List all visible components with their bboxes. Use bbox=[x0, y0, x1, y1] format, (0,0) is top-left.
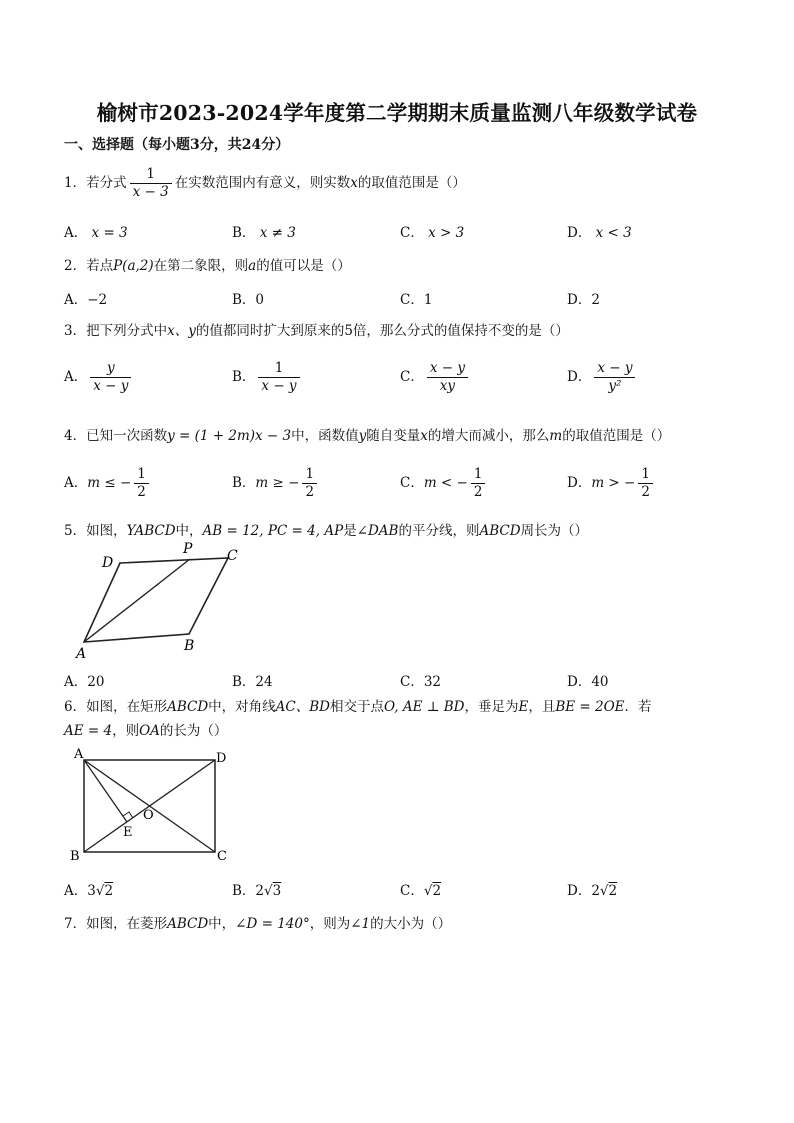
q4-option-c-num: 1 bbox=[471, 466, 486, 484]
q6-option-c-label: C． bbox=[400, 883, 424, 899]
q3-option-b-den: x − y bbox=[261, 378, 297, 394]
q1-option-c[interactable] bbox=[400, 221, 464, 241]
q6-option-a[interactable]: A．3√2 bbox=[64, 883, 114, 899]
q3-option-d-num: x − y bbox=[594, 360, 635, 378]
q3-text1: 3．把下列分式中 bbox=[64, 323, 168, 339]
q5-shape: YABCD bbox=[126, 523, 176, 539]
q7-name: ABCD bbox=[167, 916, 209, 932]
q6-option-d-label: D． bbox=[567, 883, 592, 899]
q6-line2b: ，则 bbox=[112, 723, 140, 739]
q6-option-d[interactable]: D．2√2 bbox=[567, 883, 618, 899]
perpendicular-ae bbox=[84, 760, 127, 822]
q6-eq: BE = 2OE bbox=[555, 699, 625, 715]
q4-option-d-num: 1 bbox=[638, 466, 653, 484]
q1-suffix: 在实数范围内有意义，则实数 bbox=[174, 175, 351, 191]
q3-option-a-den: x − y bbox=[93, 378, 129, 394]
label-a: A bbox=[76, 646, 87, 662]
q4-option-d-label: D． bbox=[567, 475, 592, 491]
q6-option-c[interactable]: C．√2 bbox=[400, 883, 442, 899]
q4-option-c[interactable] bbox=[400, 466, 488, 501]
q6-text2: 中，对角线 bbox=[208, 699, 276, 715]
q6-option-a-label: A． bbox=[64, 883, 88, 899]
q3-option-a-fraction bbox=[90, 360, 131, 395]
question-3 bbox=[64, 319, 569, 339]
q3-option-c-num: x − y bbox=[427, 360, 468, 378]
q5-option-c[interactable]: C．32 bbox=[400, 674, 442, 690]
q3-option-b[interactable] bbox=[232, 360, 303, 395]
q2-option-d[interactable]: D．2 bbox=[567, 292, 600, 308]
q2-var: a bbox=[248, 258, 257, 274]
q7-text3: ，则为 bbox=[309, 916, 351, 932]
q4-option-a-den: 2 bbox=[137, 484, 146, 500]
q4-option-b-num: 1 bbox=[302, 466, 317, 484]
q5-cond: AB = 12, PC = 4, AP bbox=[202, 523, 344, 539]
label-b: B bbox=[70, 849, 80, 864]
label-c: C bbox=[227, 548, 238, 564]
q6-option-b[interactable]: B．2√3 bbox=[232, 883, 282, 899]
q3-option-a-num: y bbox=[90, 360, 131, 378]
q4-text1: 4．已知一次函数 bbox=[64, 428, 168, 444]
q2-text3: 的值可以是（） bbox=[256, 258, 351, 274]
q6-line2c: 的长为（） bbox=[159, 723, 228, 739]
q6-text6: ．若 bbox=[624, 699, 652, 715]
q5-option-d[interactable]: D．40 bbox=[567, 674, 609, 690]
q4-expr: y = (1 + 2m)x − 3 bbox=[167, 428, 292, 444]
q7-text1: 7．如图，在菱形 bbox=[64, 916, 168, 932]
label-b: B bbox=[184, 638, 195, 654]
q3-option-c-fraction bbox=[427, 360, 468, 395]
q6-text5: ，且 bbox=[528, 699, 556, 715]
q4-option-a-lhs: m ≤ − bbox=[87, 475, 132, 491]
q4-option-c-label: C． bbox=[400, 475, 424, 491]
q2-text1: 2．若点 bbox=[64, 258, 114, 274]
q6-diag: AC、BD bbox=[275, 699, 330, 715]
question-1 bbox=[64, 166, 466, 201]
q1-option-c-label: C． bbox=[400, 225, 424, 241]
q6-cond: O, AE ⊥ BD bbox=[384, 699, 465, 715]
q1-var: x bbox=[350, 175, 358, 191]
q4-option-b-label: B． bbox=[232, 475, 256, 491]
q1-fraction-den: x − 3 bbox=[132, 184, 169, 200]
q6-option-a-radicand: 2 bbox=[104, 883, 114, 899]
q2-option-c[interactable]: C．1 bbox=[400, 292, 433, 308]
q6-option-b-radicand: 3 bbox=[272, 883, 282, 899]
q7-angle: ∠1 bbox=[350, 916, 371, 932]
q5-text2: 中， bbox=[175, 523, 203, 539]
q6-option-b-coef: 2 bbox=[255, 883, 265, 899]
q3-option-d[interactable] bbox=[567, 360, 638, 395]
q4-option-b-fraction bbox=[302, 466, 317, 501]
q4-option-a[interactable] bbox=[64, 466, 152, 501]
q1-option-d-label: D． bbox=[567, 225, 592, 241]
q3-option-b-num: 1 bbox=[258, 360, 299, 378]
q4-option-a-fraction bbox=[134, 466, 149, 501]
q6-rect: ABCD bbox=[167, 699, 209, 715]
q4-text4: 的增大而减小，那么 bbox=[427, 428, 550, 444]
q6-option-c-radicand: 2 bbox=[432, 883, 442, 899]
q6-text1: 6．如图，在矩形 bbox=[64, 699, 168, 715]
q4-option-c-lhs: m < − bbox=[423, 475, 468, 491]
q1-option-d[interactable] bbox=[567, 221, 632, 241]
q4-var-y: y bbox=[358, 428, 367, 444]
q6-option-d-radicand: 2 bbox=[608, 883, 618, 899]
q4-option-c-fraction bbox=[471, 466, 486, 501]
q4-option-d-lhs: m > − bbox=[591, 475, 636, 491]
q3-option-b-fraction bbox=[258, 360, 299, 395]
rectangle-figure bbox=[64, 744, 244, 866]
question-6-line-2 bbox=[64, 719, 227, 739]
question-5 bbox=[64, 519, 588, 539]
bisector-ap bbox=[84, 559, 190, 642]
q1-fraction bbox=[130, 166, 172, 201]
q3-option-a[interactable] bbox=[64, 360, 134, 395]
q3-option-d-den: y² bbox=[608, 378, 622, 394]
q6-text3: 相交于点 bbox=[330, 699, 384, 715]
q1-fraction-num: 1 bbox=[130, 166, 172, 184]
q1-option-b-value: x ≠ 3 bbox=[259, 225, 296, 241]
q4-text3: 随自变量 bbox=[366, 428, 421, 444]
q2-option-a[interactable]: A．−2 bbox=[64, 292, 108, 308]
q2-text2: 在第二象限，则 bbox=[153, 258, 249, 274]
q4-option-b[interactable] bbox=[232, 466, 320, 501]
q4-var-m: m bbox=[549, 428, 563, 444]
q4-option-d-den: 2 bbox=[641, 484, 650, 500]
q3-option-c-label: C． bbox=[400, 369, 424, 385]
exam-title: 榆树市2023-2024学年度第二学期期末质量监测八年级数学试卷 bbox=[96, 101, 698, 125]
q4-text2: 中，函数值 bbox=[291, 428, 359, 444]
q7-text2: 中， bbox=[208, 916, 236, 932]
q4-option-a-label: A． bbox=[64, 475, 88, 491]
q1-option-b[interactable] bbox=[232, 221, 296, 241]
q1-option-a-value: x = 3 bbox=[91, 225, 128, 241]
q5-text5: 周长为（） bbox=[520, 523, 589, 539]
q5-text1: 5．如图， bbox=[64, 523, 127, 539]
question-6-line-1 bbox=[64, 695, 652, 715]
label-e: E bbox=[123, 825, 133, 840]
label-c: C bbox=[217, 849, 227, 864]
q3-option-c-den: xy bbox=[439, 378, 456, 394]
q6-text4: ，垂足为 bbox=[464, 699, 519, 715]
q5-text3: 是 bbox=[343, 523, 357, 539]
q5-option-b[interactable]: B．24 bbox=[232, 674, 273, 690]
q4-text5: 的取值范围是（） bbox=[562, 428, 671, 444]
q5-text4: 的平分线，则 bbox=[398, 523, 480, 539]
label-o: O bbox=[143, 808, 154, 823]
q6-option-a-coef: 3 bbox=[87, 883, 96, 899]
q6-option-b-label: B． bbox=[232, 883, 256, 899]
q1-suffix2: 的取值范围是（） bbox=[357, 175, 466, 191]
q1-option-c-value: x > 3 bbox=[428, 225, 465, 241]
question-2 bbox=[64, 254, 351, 274]
label-p: P bbox=[183, 541, 193, 557]
q7-text4: 的大小为（） bbox=[370, 916, 452, 932]
q6-oa: OA bbox=[139, 723, 160, 739]
q1-option-a[interactable] bbox=[64, 221, 128, 241]
q2-point: P(a,2) bbox=[113, 258, 154, 274]
q3-vars: x、y bbox=[167, 323, 196, 339]
q4-option-d[interactable] bbox=[567, 466, 656, 501]
q3-option-c[interactable] bbox=[400, 360, 471, 395]
question-4 bbox=[64, 424, 670, 444]
q3-text2: 的值都同时扩大到原来的5倍，那么分式的值保持不变的是（） bbox=[195, 323, 569, 339]
q4-option-b-lhs: m ≥ − bbox=[255, 475, 300, 491]
label-d: D bbox=[216, 751, 227, 766]
q3-option-b-label: B． bbox=[232, 369, 256, 385]
q4-option-c-den: 2 bbox=[473, 484, 483, 500]
q3-option-d-fraction bbox=[594, 360, 635, 395]
question-7 bbox=[64, 912, 451, 932]
q2-option-b[interactable]: B．0 bbox=[232, 292, 265, 308]
q4-var-x: x bbox=[420, 428, 428, 444]
q5-angle: ∠DAB bbox=[356, 523, 399, 539]
q3-option-a-label: A． bbox=[64, 369, 88, 385]
label-a: A bbox=[74, 747, 84, 762]
q6-e: E bbox=[518, 699, 529, 715]
q7-cond: ∠D = 140° bbox=[235, 916, 310, 932]
q6-ae: AE = 4 bbox=[64, 723, 113, 739]
q1-option-a-label: A． bbox=[64, 225, 88, 241]
parallelogram-figure bbox=[64, 540, 264, 662]
section-heading: 一、选择题（每小题3分，共24分） bbox=[64, 137, 290, 153]
q5-name: ABCD bbox=[479, 523, 521, 539]
q5-option-a[interactable]: A．20 bbox=[64, 674, 105, 690]
q4-option-a-num: 1 bbox=[134, 466, 149, 484]
right-angle-mark bbox=[123, 812, 133, 818]
q1-prefix: 1．若分式 bbox=[64, 175, 127, 191]
q4-option-d-fraction bbox=[638, 466, 653, 501]
q4-option-b-den: 2 bbox=[305, 484, 315, 500]
label-d: D bbox=[102, 555, 114, 571]
q6-option-d-coef: 2 bbox=[591, 883, 600, 899]
q3-option-d-label: D． bbox=[567, 369, 592, 385]
q1-option-d-value: x < 3 bbox=[595, 225, 632, 241]
q1-option-b-label: B． bbox=[232, 225, 256, 241]
